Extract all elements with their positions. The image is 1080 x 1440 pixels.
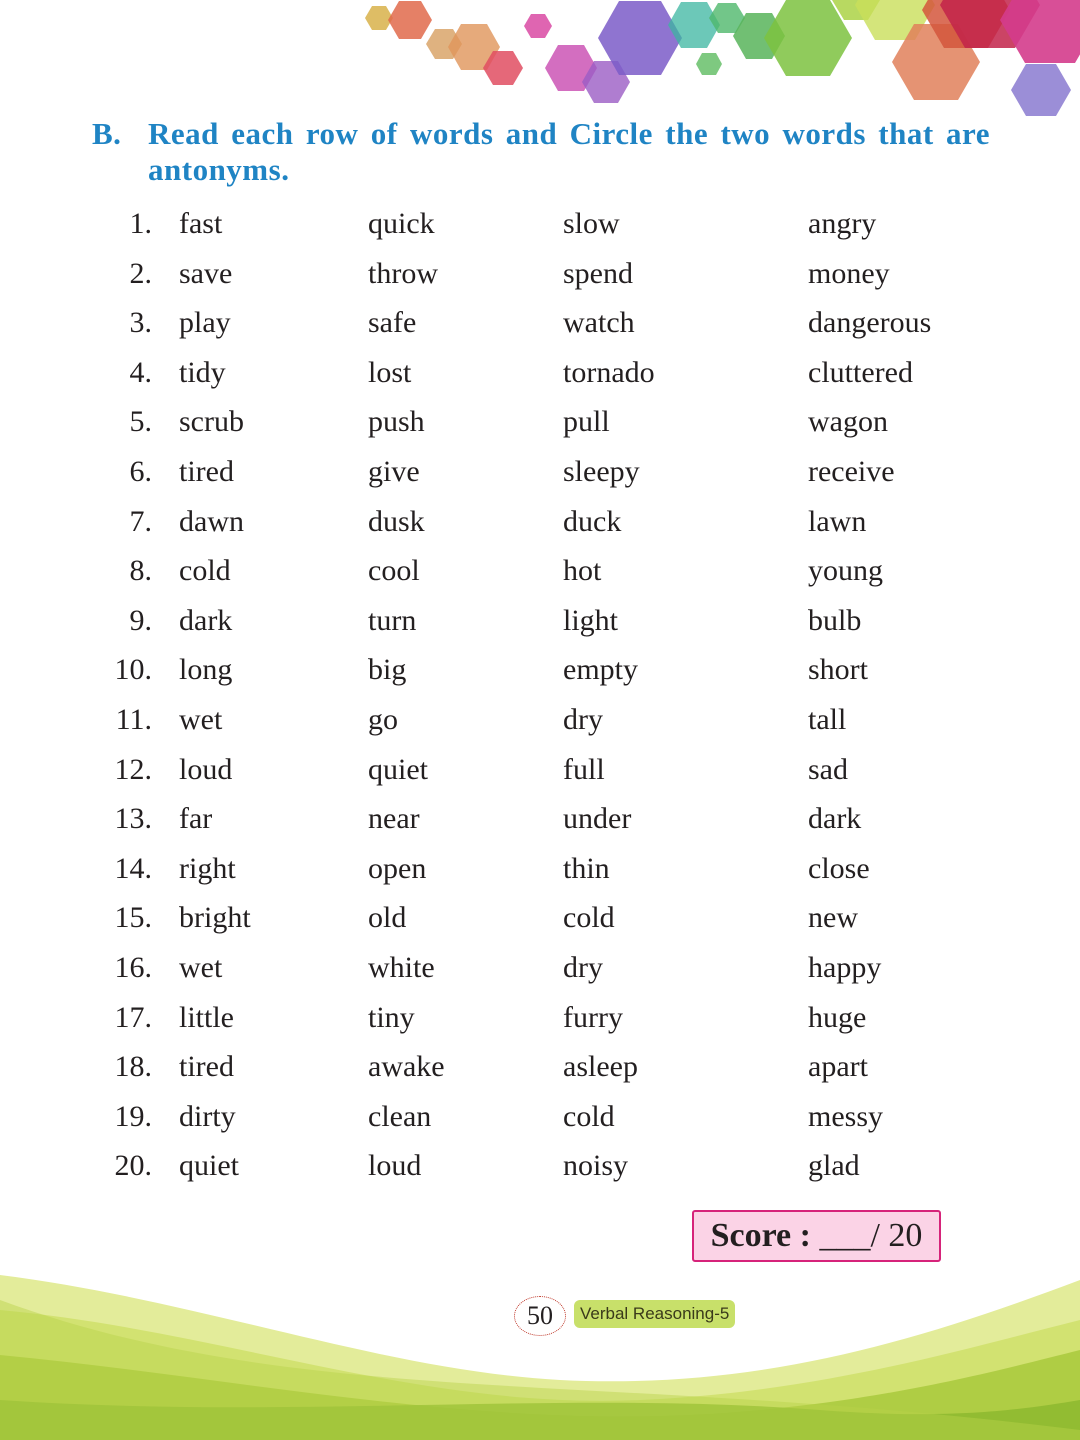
word-option[interactable]: long <box>179 653 233 687</box>
word-row <box>0 844 1080 894</box>
word-option[interactable]: near <box>368 802 420 836</box>
word-option[interactable]: noisy <box>563 1149 629 1183</box>
word-option[interactable]: dark <box>808 802 862 836</box>
word-option[interactable]: bright <box>179 901 251 935</box>
word-row <box>0 447 1080 497</box>
word-option[interactable]: quiet <box>179 1149 239 1183</box>
word-option[interactable]: angry <box>808 207 877 240</box>
word-row <box>0 1092 1080 1142</box>
word-option[interactable]: turn <box>368 603 417 637</box>
row-number: 4. <box>129 355 152 389</box>
word-option[interactable]: sad <box>808 752 848 786</box>
word-option[interactable]: duck <box>563 504 622 538</box>
word-option[interactable]: awake <box>368 1050 445 1084</box>
word-option[interactable]: sleepy <box>563 454 640 488</box>
word-option[interactable]: empty <box>563 653 638 687</box>
hexagon-shape <box>524 14 552 38</box>
hexagon-shape <box>696 53 722 75</box>
word-option[interactable]: throw <box>368 256 438 290</box>
word-option[interactable]: push <box>368 405 425 439</box>
word-option[interactable]: furry <box>563 1000 623 1034</box>
page-number: 50 <box>514 1296 566 1336</box>
row-number: 3. <box>129 306 152 340</box>
word-option[interactable]: asleep <box>563 1050 638 1084</box>
word-option[interactable]: thin <box>563 851 610 885</box>
word-option[interactable]: right <box>179 851 236 885</box>
row-number: 20. <box>114 1149 152 1183</box>
word-row <box>0 1141 1080 1191</box>
hexagon-shape <box>365 6 393 30</box>
word-option[interactable]: close <box>808 851 870 885</box>
word-option[interactable]: hot <box>563 554 602 588</box>
word-row <box>0 645 1080 695</box>
word-row <box>0 695 1080 745</box>
row-number: 11. <box>115 702 152 736</box>
word-option[interactable]: spend <box>563 256 633 290</box>
word-option[interactable]: bulb <box>808 603 862 637</box>
word-row <box>0 249 1080 299</box>
word-row <box>0 298 1080 348</box>
word-row <box>0 348 1080 398</box>
word-option[interactable]: receive <box>808 454 895 488</box>
row-number: 18. <box>114 1050 152 1084</box>
word-option[interactable]: tiny <box>368 1000 415 1034</box>
word-option[interactable]: old <box>368 901 407 935</box>
decorative-waves <box>0 1260 1080 1440</box>
word-option[interactable]: watch <box>563 306 635 340</box>
score-label: Score : <box>710 1217 811 1254</box>
word-row <box>0 1042 1080 1092</box>
word-rows <box>0 199 1080 1191</box>
word-option[interactable]: slow <box>563 207 620 240</box>
word-option[interactable]: short <box>808 653 868 687</box>
word-row <box>0 893 1080 943</box>
word-option[interactable]: tired <box>179 454 234 488</box>
word-option[interactable]: big <box>368 653 407 687</box>
word-option[interactable]: new <box>808 901 858 935</box>
instruction-text: Read each row of words and Circle the two words that are antonyms. <box>148 116 990 187</box>
row-number: 10. <box>114 653 152 687</box>
word-option[interactable]: cold <box>563 1099 615 1133</box>
word-row <box>0 943 1080 993</box>
hexagon-shape <box>388 1 432 39</box>
word-option[interactable]: safe <box>368 306 417 340</box>
word-option[interactable]: lawn <box>808 504 867 538</box>
word-option[interactable]: tall <box>808 702 847 736</box>
word-row <box>0 794 1080 844</box>
row-number: 14. <box>114 851 152 885</box>
score-box <box>692 1210 941 1262</box>
word-option[interactable]: wet <box>179 702 223 736</box>
word-option[interactable]: under <box>563 802 632 836</box>
word-option[interactable]: far <box>179 802 213 836</box>
word-option[interactable]: happy <box>808 950 882 984</box>
word-row <box>0 497 1080 547</box>
word-option[interactable]: scrub <box>179 405 244 439</box>
row-number: 6. <box>129 454 152 488</box>
word-option[interactable]: cold <box>563 901 615 935</box>
row-number: 13. <box>114 802 152 836</box>
word-option[interactable]: little <box>179 1000 234 1034</box>
word-option[interactable]: light <box>563 603 619 637</box>
row-number: 16. <box>114 950 152 984</box>
word-option[interactable]: messy <box>808 1099 883 1133</box>
word-option[interactable]: cluttered <box>808 355 913 389</box>
word-option[interactable]: full <box>563 752 605 786</box>
hexagon-shape <box>1011 64 1071 116</box>
book-title: Verbal Reasoning-5 <box>574 1300 735 1328</box>
hexagon-shape <box>764 0 852 76</box>
word-option[interactable]: tired <box>179 1050 234 1084</box>
row-number: 1. <box>129 207 152 240</box>
section-letter: B. <box>92 116 122 151</box>
word-option[interactable]: dark <box>179 603 233 637</box>
row-number: 19. <box>114 1099 152 1133</box>
row-number: 7. <box>129 504 152 538</box>
word-option[interactable]: play <box>179 306 231 340</box>
word-row <box>0 993 1080 1043</box>
word-option[interactable]: wet <box>179 950 223 984</box>
score-blank[interactable]: ___ <box>819 1217 871 1254</box>
row-number: 17. <box>114 1000 152 1034</box>
hexagon-shape <box>1000 0 1080 63</box>
word-row <box>0 199 1080 249</box>
word-option[interactable]: wagon <box>808 405 888 439</box>
word-option[interactable]: fast <box>179 207 223 240</box>
word-option[interactable]: dry <box>563 950 603 984</box>
word-option[interactable]: white <box>368 950 435 984</box>
word-option[interactable]: young <box>808 554 883 588</box>
word-option[interactable]: tidy <box>179 355 226 389</box>
row-number: 9. <box>129 603 152 637</box>
row-number: 5. <box>129 405 152 439</box>
word-option[interactable]: money <box>808 256 890 290</box>
word-option[interactable]: dry <box>563 702 603 736</box>
word-option[interactable]: quick <box>368 207 435 240</box>
word-option[interactable]: tornado <box>563 355 655 389</box>
word-option[interactable]: pull <box>563 405 610 439</box>
score-total: / 20 <box>870 1217 923 1254</box>
word-option[interactable]: give <box>368 454 420 488</box>
word-row <box>0 745 1080 795</box>
word-option[interactable]: loud <box>179 752 233 786</box>
word-option[interactable]: save <box>179 256 233 290</box>
word-option[interactable]: lost <box>368 355 412 389</box>
word-option[interactable]: dawn <box>179 504 244 538</box>
word-option[interactable]: glad <box>808 1149 860 1183</box>
word-option[interactable]: cool <box>368 554 420 588</box>
word-row <box>0 546 1080 596</box>
word-option[interactable]: apart <box>808 1050 868 1084</box>
word-option[interactable]: quiet <box>368 752 428 786</box>
word-option[interactable]: dirty <box>179 1099 236 1133</box>
row-number: 8. <box>129 554 152 588</box>
decorative-hexagons <box>0 0 1080 130</box>
word-row <box>0 596 1080 646</box>
row-number: 2. <box>129 256 152 290</box>
word-option[interactable]: cold <box>179 554 231 588</box>
word-option[interactable]: clean <box>368 1099 432 1133</box>
word-option[interactable]: go <box>368 702 398 736</box>
word-option[interactable]: loud <box>368 1149 422 1183</box>
word-option[interactable]: dangerous <box>808 306 932 340</box>
word-option[interactable]: dusk <box>368 504 425 538</box>
word-row <box>0 397 1080 447</box>
row-number: 12. <box>114 752 152 786</box>
word-option[interactable]: huge <box>808 1000 867 1034</box>
word-option[interactable]: open <box>368 851 427 885</box>
row-number: 15. <box>114 901 152 935</box>
